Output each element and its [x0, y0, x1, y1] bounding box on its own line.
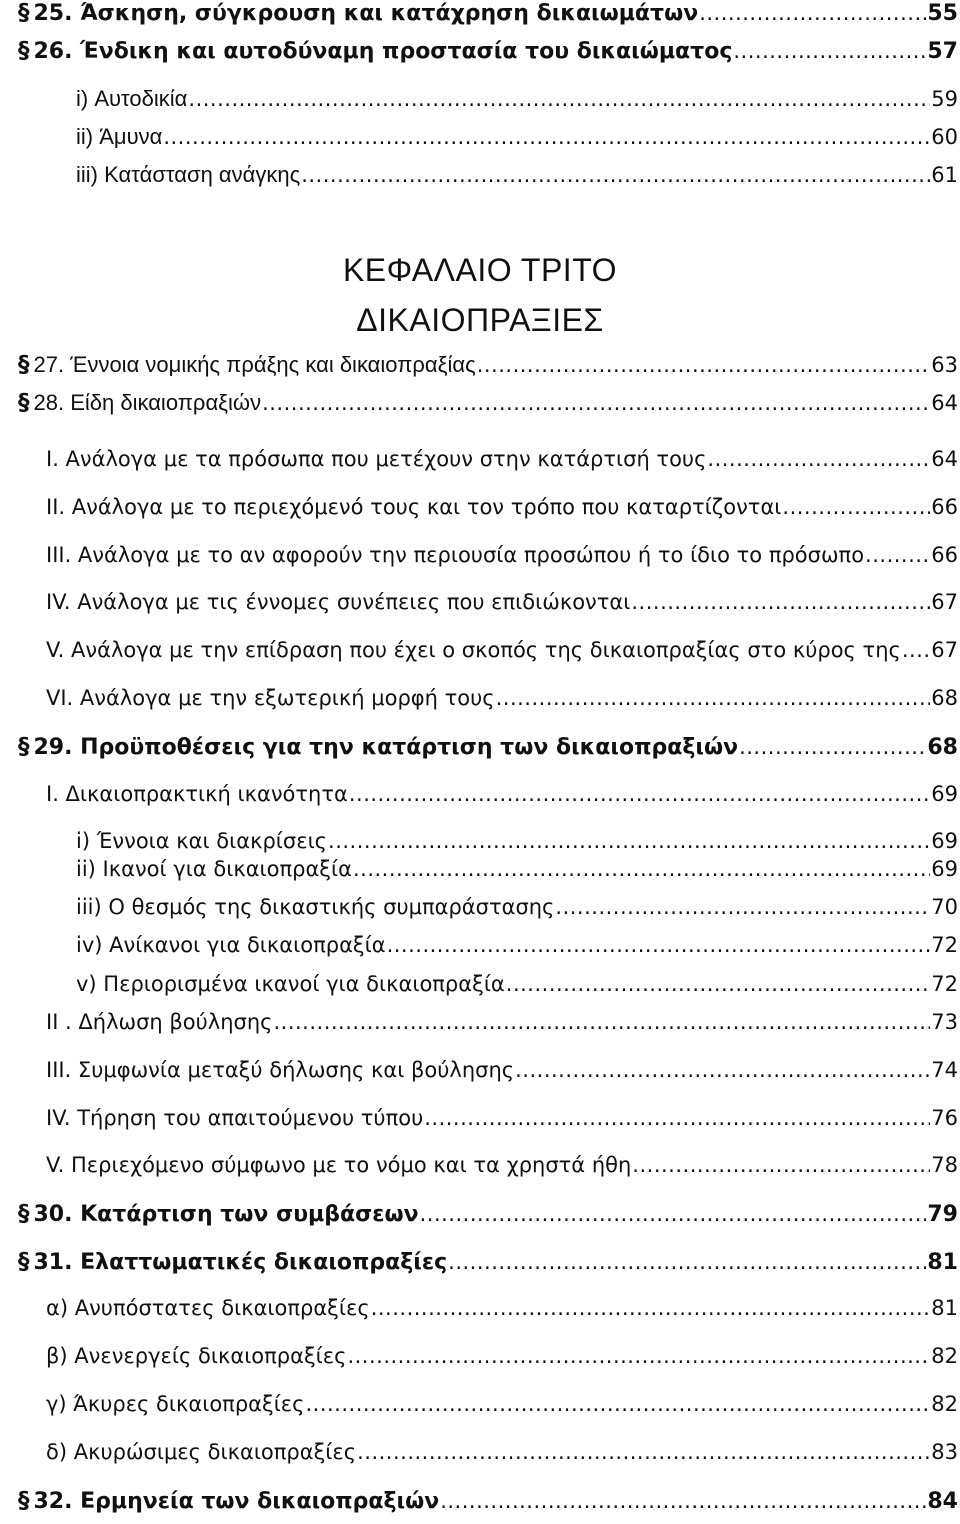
toc-entry — [0, 124, 960, 160]
toc-entry-title: δ) Ακυρώσιμες δικαιοπραξίες — [46, 1440, 357, 1464]
toc-entry — [0, 638, 960, 674]
toc-entry — [0, 590, 960, 626]
dot-leader — [349, 782, 930, 806]
toc-entry-page: 68 — [931, 686, 958, 710]
toc-entry — [0, 543, 960, 579]
toc-entry-title: iii) Κατάσταση ανάγκης — [76, 162, 301, 187]
toc-entry-page: 69 — [931, 857, 958, 881]
dot-leader — [632, 1153, 930, 1177]
toc-entry-title: Ι. Ανάλογα με τα πρόσωπα που μετέχουν στην κατάρτισή τους — [46, 447, 707, 471]
section-symbol: § — [18, 1249, 30, 1275]
toc-entry — [0, 447, 960, 483]
dot-leader — [631, 590, 930, 614]
dot-leader — [371, 1296, 931, 1320]
toc-entry-title: β) Ανενεργείς δικαιοπραξίες — [46, 1344, 347, 1368]
toc-entry-title: iii) Ο θεσμός της δικαστικής συμπαράστασης — [76, 895, 555, 919]
toc-entry-page: 59 — [931, 87, 958, 111]
toc-entry — [0, 1488, 960, 1524]
toc-entry — [0, 1392, 960, 1428]
dot-leader — [420, 1202, 927, 1226]
toc-entry-page: 57 — [927, 39, 958, 64]
toc-entry — [0, 1010, 960, 1046]
toc-entry-title: IV. Ανάλογα με τις έννομες συνέπειες που επιδιώκονται — [46, 590, 631, 614]
toc-entry — [0, 352, 960, 388]
toc-entry-title: 31. Ελαττωματικές δικαιοπραξίες — [33, 1250, 448, 1275]
dot-leader — [496, 686, 931, 710]
toc-entry-title: 28. Είδη δικαιοπραξιών — [33, 390, 262, 415]
toc-entry-title: ΙΙΙ. Ανάλογα με το αν αφορούν την περιουσία προσώπου ή το ίδιο το πρόσωπο — [46, 543, 865, 567]
toc-entry-title: iv) Ανίκανοι για δικαιοπραξία — [76, 933, 386, 957]
toc-entry-page: 73 — [931, 1010, 958, 1034]
dot-leader — [515, 1058, 930, 1082]
dot-leader — [301, 163, 930, 187]
toc-entry-page: 83 — [931, 1440, 958, 1464]
toc-entry-page: 82 — [931, 1392, 958, 1416]
toc-entry — [0, 933, 960, 969]
toc-entry — [0, 495, 960, 531]
toc-entry — [0, 0, 960, 36]
toc-entry-page: 76 — [931, 1106, 958, 1130]
toc-entry — [0, 86, 960, 122]
toc-entry-page: 61 — [931, 163, 958, 187]
toc-entry-page: 66 — [931, 543, 958, 567]
toc-entry-title: γ) Άκυρες δικαιοπραξίες — [46, 1392, 305, 1416]
dot-leader — [739, 735, 926, 759]
toc-entry-page: 74 — [931, 1058, 958, 1082]
toc-entry-title: 25. Άσκηση, σύγκρουση και κατάχρηση δικαιωμάτων — [33, 1, 699, 26]
toc-entry-title: 32. Ερμηνεία των δικαιοπραξιών — [33, 1489, 440, 1514]
toc-entry-title: ΙΙ . Δήλωση βούλησης — [46, 1010, 273, 1034]
toc-entry — [0, 686, 960, 722]
toc-entry-title: ΙΙ. Ανάλογα με το περιεχόμενό τους και τον τρόπο που καταρτίζονται — [46, 495, 782, 519]
toc-entry-title: ΙV. Τήρηση του απαιτούμενου τύπου — [46, 1106, 424, 1130]
toc-entry — [0, 734, 960, 770]
dot-leader — [448, 1250, 926, 1274]
toc-entry-page: 69 — [931, 782, 958, 806]
dot-leader — [782, 495, 930, 519]
toc-entry-title: i) Έννοια και διακρίσεις — [76, 829, 328, 853]
toc-entry-page: 68 — [927, 735, 958, 760]
toc-entry-title: VI. Ανάλογα με την εξωτερική μορφή τους — [46, 686, 495, 710]
toc-entry — [0, 1296, 960, 1332]
dot-leader — [477, 353, 931, 377]
toc-entry — [0, 162, 960, 198]
toc-entry-title: i) Αυτοδικία — [76, 86, 188, 111]
dot-leader — [305, 1392, 930, 1416]
dot-leader — [188, 87, 930, 111]
chapter-heading-line2: ΔΙΚΑΙΟΠΡΑΞΙΕΣ — [356, 302, 604, 338]
toc-entry-page: 66 — [931, 495, 958, 519]
toc-entry-title: ii) Άμυνα — [76, 124, 163, 149]
section-symbol: § — [18, 0, 30, 26]
chapter-heading-line1: ΚΕΦΑΛΑΙΟ ΤΡΙΤΟ — [342, 252, 618, 288]
toc-entry-title: 26. Ένδικη και αυτοδύναμη προστασία του δικαιώματος — [33, 39, 733, 64]
dot-leader — [733, 39, 926, 63]
toc-entry-page: 81 — [931, 1296, 958, 1320]
section-symbol: § — [18, 38, 30, 64]
toc-entry — [0, 38, 960, 74]
dot-leader — [163, 125, 930, 149]
toc-entry-title: 27. Έννοια νομικής πράξης και δικαιοπραξίας — [33, 352, 476, 377]
toc-entry — [0, 857, 960, 893]
toc-entry — [0, 1249, 960, 1285]
toc-entry — [0, 782, 960, 818]
section-symbol: § — [18, 352, 30, 378]
dot-leader — [347, 1344, 930, 1368]
dot-leader — [707, 447, 930, 471]
section-symbol: § — [18, 390, 30, 416]
dot-leader — [387, 933, 931, 957]
toc-entry — [0, 1201, 960, 1237]
toc-entry-title: V. Περιεχόμενο σύμφωνο με το νόμο και τα χρηστά ήθη — [46, 1153, 632, 1177]
toc-entry-page: 64 — [931, 391, 958, 415]
toc-entry-page: 70 — [931, 895, 958, 919]
dot-leader — [555, 895, 930, 919]
dot-leader — [440, 1489, 926, 1513]
toc-entry-page: 72 — [931, 972, 958, 996]
toc-entry-page: 84 — [927, 1489, 958, 1514]
toc-entry-page: 67 — [931, 638, 958, 662]
toc-entry-page: 63 — [931, 353, 958, 377]
section-symbol: § — [18, 734, 30, 760]
toc-entry-title: Ι. Δικαιοπρακτική ικανότητα — [46, 782, 348, 806]
toc-entry-page: 78 — [931, 1153, 958, 1177]
dot-leader — [357, 1440, 930, 1464]
toc-entry — [0, 1344, 960, 1380]
dot-leader — [699, 1, 926, 25]
toc-entry — [0, 1440, 960, 1476]
dot-leader — [424, 1106, 930, 1130]
dot-leader — [902, 638, 930, 662]
toc-entry-title: 29. Προϋποθέσεις για την κατάρτιση των δικαιοπραξιών — [33, 735, 739, 760]
toc-entry-page: 82 — [931, 1344, 958, 1368]
toc-entry-page: 67 — [931, 590, 958, 614]
dot-leader — [506, 972, 930, 996]
toc-entry — [0, 972, 960, 1008]
toc-entry-page: 64 — [931, 447, 958, 471]
toc-entry — [0, 1153, 960, 1189]
toc-entry-page: 55 — [927, 1, 958, 26]
dot-leader — [273, 1010, 930, 1034]
dot-leader — [262, 391, 930, 415]
toc-entry-page: 72 — [931, 933, 958, 957]
toc-entry-page: 60 — [931, 125, 958, 149]
toc-entry — [0, 895, 960, 931]
toc-entry-title: ii) Ικανοί για δικαιοπραξία — [76, 857, 352, 881]
toc-entry-title: ΙΙΙ. Συμφωνία μεταξύ δήλωσης και βούλησης — [46, 1058, 515, 1082]
toc-entry-page: 81 — [927, 1250, 958, 1275]
toc-entry-page: 69 — [931, 829, 958, 853]
section-symbol: § — [18, 1201, 30, 1227]
toc-entry-page: 79 — [927, 1202, 958, 1227]
toc-entry — [0, 390, 960, 426]
toc-entry — [0, 1058, 960, 1094]
dot-leader — [865, 543, 930, 567]
section-symbol: § — [18, 1488, 30, 1514]
toc-entry-title: α) Ανυπόστατες δικαιοπραξίες — [46, 1296, 370, 1320]
toc-entry — [0, 1106, 960, 1142]
toc-entry-title: V. Ανάλογα με την επίδραση που έχει ο σκοπός της δικαιοπραξίας στο κύρος της — [46, 638, 901, 662]
dot-leader — [328, 829, 930, 853]
dot-leader — [353, 857, 930, 881]
toc-entry-title: 30. Κατάρτιση των συμβάσεων — [33, 1202, 419, 1227]
toc-entry-title: v) Περιορισμένα ικανοί για δικαιοπραξία — [76, 972, 505, 996]
